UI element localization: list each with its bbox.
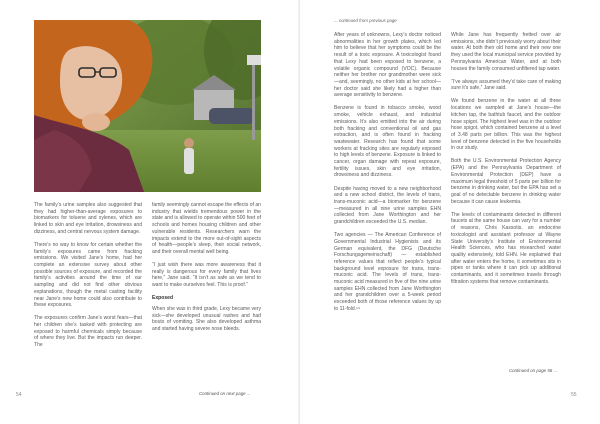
paragraph: We found benzene in the water at all three locations we sampled at Jane’s house—the kitchen tap, the bathtub faucet, and the outdoor hose spigot. The highest level was in the outdoor hose spigot, which contained benzene at a level of 3.48 parts per billion. This was the highest level of benzene detected in the five households in our study. bbox=[451, 98, 561, 152]
section-heading: Exposed bbox=[152, 295, 174, 302]
paragraph: Two agencies — The American Conference of Governmental Industrial Hygienists and its German equivalent, the DFG (Deutsche Forschungsgemeinschaft) — established reference values that reflect people’s typical background level exposure for trans, trans-muconic acid. The levels of trans, trans-muconic acid measured in five of the nine urine samples EHN collected from Jane Worthington and her grandchildren over a 5-week period exceeded both of those reference values by up to 11-fold.¹⁴ bbox=[334, 232, 441, 312]
woman-with-glasses-photo bbox=[34, 20, 261, 192]
paragraph: The levels of contaminants detected in different faucets at the same house can vary for a number of reasons, Chris Kassotis, an endocrine toxicologist and assistant professor at Wayne State University’s Institute of Environmental Health Sciences, who has researched water quality extensively, told EHN. He explained that after water enters the home, it sometimes sits in pipes or tanks where it can pick up additional contaminants, and it sometimes travels through filtration systems that remove contaminants. bbox=[451, 211, 561, 285]
right-column-2 bbox=[451, 32, 561, 292]
right-column-1 bbox=[334, 32, 441, 319]
paragraph: When she was in third grade, Lexy became very sick—she developed unusual rashes and had bouts of vomiting. She also developed asthma and started having severe nose bleeds. bbox=[152, 305, 261, 333]
paragraph: The exposures confirm Jane’s worst fears—that her children she’s tasked with protecting are exposed to harmful chemicals simply because of where they live. But the impacts run deeper. The bbox=[34, 315, 142, 349]
paragraph: “I just wish there was more awareness that it really is dangerous for every family that lives here,” Jane said. “It isn’t as safe as we tend to want to make ourselves feel. This is proof.” bbox=[152, 262, 261, 289]
paragraph: Both the U.S. Environmental Protection Agency (EPA) and the Pennsylvania Department of Environmental Protection (DEP) have a maximum legal threshold of 5 parts per billion for benzene in drinking water, but the EPA has set a goal of no detectable benzene in drinking water because it can cause leukemia. bbox=[451, 158, 561, 205]
paragraph: Despite having moved to a new neighborhood and a new school district, the levels of trans, trans-muconic acid—a biomarker for benzene—measured in all nine urine samples EHN collected from Jane Worthington and her grandchildren exceeded the U.S. median. bbox=[334, 185, 441, 226]
paragraph: The family’s urine samples also suggested that they had higher-than-average exposures to biomarkers for toluene and xylenes, which are linked to skin and eye irritation, drowsiness and dizziness, and central nervous system damage. bbox=[34, 202, 142, 235]
left-column-1 bbox=[34, 202, 142, 355]
continued-on-page-56: Continued on page 56 ... bbox=[509, 368, 558, 373]
page-number-right: 55 bbox=[571, 392, 577, 398]
left-column-2 bbox=[152, 202, 261, 339]
page-number-left: 54 bbox=[16, 392, 22, 398]
paragraph: While Jane has frequently fretted over air emissions, she didn’t previously worry about their water. At both their old home and their new one they used the local municipal service provided by Pennsylvania American Water, and at both houses the family consumed unfiltered tap water. bbox=[451, 32, 561, 72]
paragraph: Benzene is found in tobacco smoke, wood smoke, vehicle exhaust, and industrial emissions. It’s also emitted into the air during both fracking and conventional oil and gas extraction, and is often found in fracking wastewater. Research has found that some workers at fracking sites are regularly exposed to high levels of benzene. Exposure is linked to cancer, organ damage with repeat exposure, fertility issues, skin and eye irritation, drowsiness and dizziness. bbox=[334, 105, 441, 179]
paragraph: “I’ve always assumed they’d take care of making sure it’s safe,” Jane said. bbox=[451, 78, 561, 92]
continued-on-next-page: Continued on next page ... bbox=[199, 391, 251, 396]
paragraph: There’s no way to know for certain whether the family’s exposures came from fracking emissions. We visited Jane’s home, had her complete an extensive survey about other possible sources of exposure, and recorded the family’s activities around the time of our sampling and did not find other obvious explanations, though the metal casting facility near Jane’s new home could also contribute to these exposures. bbox=[34, 241, 142, 309]
paragraph: After years of unknowns, Lexy’s doctor noticed abnormalities in her growth plates, which led him to believe that her symptoms could be the result of a toxic exposure. A toxicologist found that Lexy had been exposed to benzene, a volatile organic compound (VOC). Because neither her brother nor grandmother were sick—and, seemingly, no other kids at her school—her doctor said she likely had a higher than average sensitivity to benzene. bbox=[334, 32, 441, 99]
paragraph: family seemingly cannot escape the effects of an industry that wields tremendous power in the state and is allowed to operate within 500 feet of schools and homes housing children and other vulnerable residents. Researchers warn the impacts extend to the more out-of-sight aspects of health—people’s sleep, their social network, and their overall mental well being. bbox=[152, 202, 261, 255]
continued-from-previous-page: ... continued from previous page bbox=[334, 18, 397, 23]
